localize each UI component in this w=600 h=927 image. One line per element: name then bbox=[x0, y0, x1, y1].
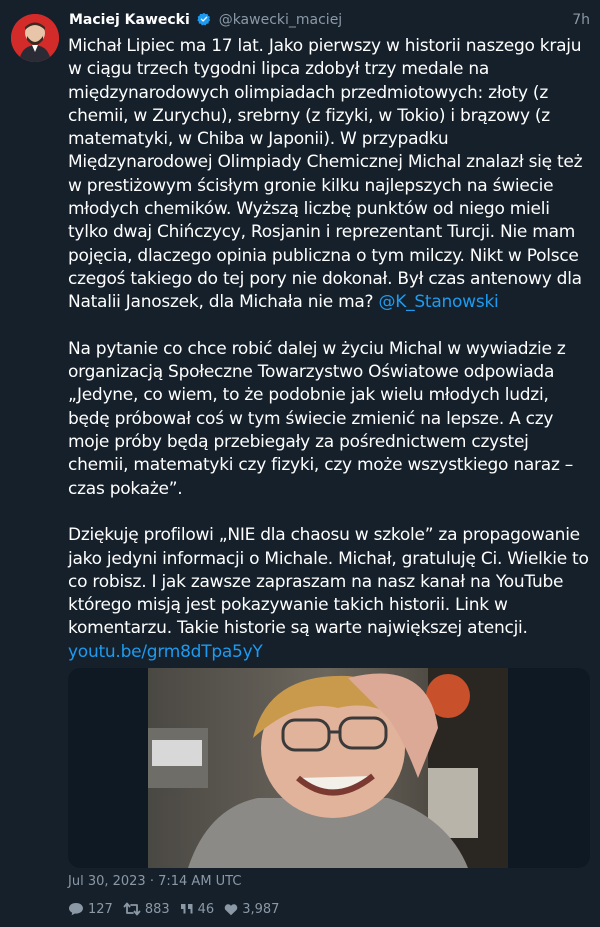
tweet-header bbox=[69, 10, 590, 30]
mention-link[interactable]: @K_Stanowski bbox=[378, 292, 499, 313]
avatar-image bbox=[11, 14, 59, 62]
quote-stat[interactable] bbox=[180, 902, 215, 917]
quote-count: 46 bbox=[197, 901, 215, 917]
tweet-paragraph-3 bbox=[68, 524, 592, 664]
youtube-link[interactable]: youtu.be/grm8dTpa5yY bbox=[68, 641, 263, 662]
user-handle[interactable]: @kawecki_maciej bbox=[218, 12, 343, 28]
avatar[interactable] bbox=[11, 14, 59, 62]
tweet-stats bbox=[68, 899, 289, 919]
verified-badge-icon bbox=[197, 12, 211, 26]
quote-icon bbox=[180, 902, 194, 916]
reply-count: 127 bbox=[88, 901, 113, 917]
paragraph-text: Dziękuję profilowi „NIE dla chaosu w szkole” za propagowanie jako jedyni informacji o Michale. Michał, gratuluję Ci. Wielkie to co robisz. I jak zawsze zapraszam na nasz kanał na YouTube którego misją jest pokazywanie takich historii. Link w komentarzu. Takie historie są warte największej atencji. bbox=[68, 525, 589, 639]
media-photo bbox=[148, 668, 508, 868]
like-icon bbox=[224, 903, 238, 916]
reply-icon bbox=[68, 902, 84, 916]
reply-stat[interactable] bbox=[68, 902, 113, 917]
tweet-paragraph-2 bbox=[68, 338, 592, 501]
paragraph-text: Na pytanie co chce robić dalej w życiu Michal w wywiadzie z organizacją Społeczne Towarzystwo Oświatowe odpowiada „Jedyne, co wiem, to że podobnie jak wielu młodych ludzi, będę próbował coś w tym świecie zmienić na lepsze. A czy moje próby będą przebiegały za pośrednictwem czystej chemii, matematyki czy fizyki, czy może wszystkiego naraz – czas pokaże”. bbox=[68, 338, 574, 499]
photo-image bbox=[148, 668, 508, 868]
retweet-icon bbox=[123, 902, 141, 916]
retweet-count: 883 bbox=[144, 901, 170, 917]
like-stat[interactable] bbox=[224, 902, 279, 917]
tweet-media[interactable] bbox=[68, 668, 590, 868]
tweet-date[interactable]: Jul 30, 2023 · 7:14 AM UTC bbox=[68, 874, 242, 889]
tweet-paragraph-1 bbox=[68, 35, 592, 315]
like-count: 3,987 bbox=[242, 901, 280, 917]
tweet-body bbox=[68, 35, 592, 664]
user-name[interactable]: Maciej Kawecki bbox=[69, 12, 190, 28]
paragraph-text: Michał Lipiec ma 17 lat. Jako pierwszy w historii naszego kraju w ciągu trzech tygodni lipca zdobył trzy medale na międzynarodowych olimpiadach przedmiotowych: złoty (z chemii, w Zurychu), srebrny (z fizyki, w Tokio) i brązowy (z matematyki, w Chiba w Japonii). W przypadku Międzynarodowej Olimpiady Chemicznej Michal znalazł się też w prestiżowym ścisłym gronie kilku najlepszych na świecie młodych chemików. Wyższą liczbę punktów od niego mieli tylko dwaj Chińczycy, Rosjanin i reprezentant Turcji. Nie mam pojęcia, dlaczego opinia publiczna o tym milczy. Nikt w Polsce czegoś takiego do tej pory nie dokonał. Był czas antenowy dla Natalii Janoszek, dla Michała nie ma? bbox=[68, 36, 583, 313]
retweet-stat[interactable] bbox=[123, 902, 170, 917]
tweet-time[interactable]: 7h bbox=[572, 12, 590, 28]
